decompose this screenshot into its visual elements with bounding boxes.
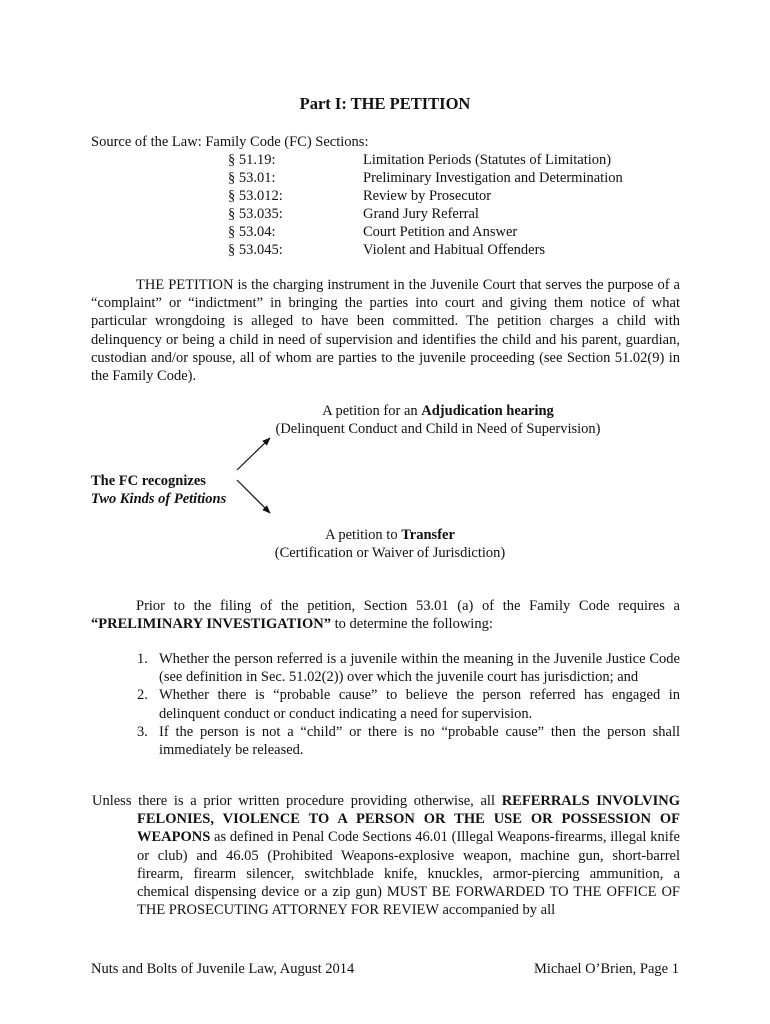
section-code: § 53.04: [228, 224, 276, 240]
transfer-petition [210, 526, 570, 562]
section-row [228, 206, 688, 224]
section-description: Grand Jury Referral [363, 206, 479, 222]
transfer-note: (Certification or Waiver of Jurisdiction) [274, 545, 506, 561]
list-text: Whether there is “probable cause” to believe the person referred has engaged in delinquent conduct or conduct indicating a need for supervision. [159, 687, 680, 722]
investigation-tail: to determine the following: [330, 616, 493, 633]
investigation-bold: “PRELIMINARY INVESTIGATION” [91, 616, 331, 633]
requirements-list [137, 650, 680, 759]
section-row [228, 242, 688, 260]
section-row [228, 224, 688, 242]
section-code: § 53.01: [228, 170, 276, 186]
referral-tail: as defined in Penal Code Sections 46.01 (Illegal Weapons-firearms, illegal knife or club) and 46.05 (Prohibited Weapons-explosive weapon, machine gun, short-barrel firearm, firearm silencer, switchblade knife, knuckles, armor-piercing ammunition, a chemical dispensing device or a zip gun) MUST BE FORWARDED TO THE OFFICE OF THE PROSECUTING ATTORNEY FOR REVIEW accompanied by all [137, 829, 680, 919]
transfer-prefix: A petition to [325, 527, 402, 543]
list-item [137, 650, 680, 686]
list-number: 1. [137, 651, 148, 667]
footer-right: Michael O’Brien, Page 1 [534, 961, 679, 977]
arrow-up-line [237, 438, 270, 470]
adjudication-prefix: A petition for an [322, 403, 422, 419]
section-code: § 53.045: [228, 242, 283, 258]
footer-left: Nuts and Bolts of Juvenile Law, August 2014 [91, 961, 355, 977]
investigation-lead: Prior to the filing of the petition, Section 53.01 (a) of the Family Code requires a [136, 598, 680, 614]
section-code: § 51.19: [228, 152, 276, 168]
page-title: Part I: THE PETITION [299, 94, 471, 113]
source-label: Source of the Law: Family Code (FC) Sections: [91, 134, 369, 150]
transfer-bold: Transfer [401, 527, 455, 543]
list-text: If the person is not a “child” or there is no “probable cause” then the person shall immediately be released. [159, 723, 680, 759]
section-row [228, 188, 688, 206]
section-description: Review by Prosecutor [363, 188, 492, 204]
fc-note [91, 472, 226, 508]
adjudication-petition [258, 402, 618, 438]
referral-bold: REFERRALS INVOLVING FELONIES, VIOLENCE TO A PERSON OR THE USE OR POSSESSION OF WEAPONS [137, 793, 680, 846]
investigation-paragraph [91, 597, 680, 633]
fc-note-line1: The FC recognizes [91, 473, 206, 489]
list-item [137, 723, 680, 759]
adjudication-note: (Delinquent Conduct and Child in Need of Supervision) [275, 421, 601, 437]
section-row [228, 152, 688, 170]
section-code: § 53.035: [228, 206, 283, 222]
referral-lead: Unless there is a prior written procedure providing otherwise, all [92, 793, 502, 809]
list-number: 2. [137, 687, 148, 704]
section-description: Violent and Habitual Offenders [363, 242, 546, 258]
list-item [137, 686, 680, 722]
arrow-down-line [237, 480, 270, 513]
list-number: 3. [137, 723, 148, 740]
adjudication-bold: Adjudication hearing [421, 403, 554, 419]
section-code: § 53.012: [228, 188, 283, 204]
section-description: Limitation Periods (Statutes of Limitation) [363, 152, 612, 168]
fc-note-line2: Two Kinds of Petitions [91, 491, 227, 507]
section-description: Court Petition and Answer [363, 224, 518, 240]
intro-paragraph: THE PETITION is the charging instrument in the Juvenile Court that serves the purpose of a “complaint” or “indictment” in bringing the parties into court and giving them notice of what particular wrongdoing is alleged to have been committed. The petition charges a child with delinquency or being a child in need of supervision and identifies the child and his parent, guardian, custodian and/or spouse, all of whom are parties to the juvenile proceeding (see Section 51.02(9) in the Family Code). [91, 277, 680, 385]
list-text: Whether the person referred is a juvenile within the meaning in the Juvenile Justice Code (see definition in Sec. 51.02(2)) over which the juvenile court has jurisdiction; and [159, 651, 680, 686]
section-row [228, 170, 688, 188]
referral-paragraph [92, 792, 680, 919]
section-description: Preliminary Investigation and Determination [363, 170, 623, 186]
